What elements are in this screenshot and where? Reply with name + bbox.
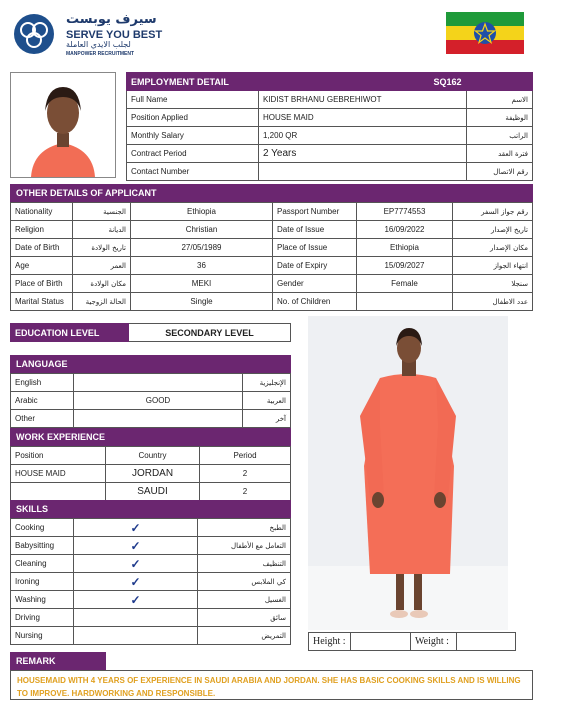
language-label-arabic: الإنجليزية: [243, 374, 291, 392]
table-row: [11, 591, 291, 609]
table-row: [11, 392, 291, 410]
field-value: MEKI: [131, 275, 273, 293]
table-row: [11, 555, 291, 573]
field-label: Marital Status: [11, 293, 73, 311]
applicant-photo-portrait: [10, 72, 116, 178]
field-value: 16/09/2022: [357, 221, 453, 239]
language-level: GOOD: [74, 392, 243, 410]
table-row: [11, 627, 291, 645]
weight-value: [457, 633, 516, 651]
skill-check-cell: [74, 609, 198, 627]
applicant-photo-full-body: [308, 316, 508, 630]
language-label: Arabic: [11, 392, 74, 410]
table-row: [127, 127, 533, 145]
field-label: Full Name: [127, 91, 259, 109]
skill-label-arabic: التعامل مع الأطفال: [198, 537, 291, 555]
checkmark-icon: ✓: [130, 574, 141, 589]
skills-section: [10, 500, 291, 645]
table-row: [11, 275, 533, 293]
field-value: [259, 163, 467, 181]
field-value: 36: [131, 257, 273, 275]
table-row: [127, 163, 533, 181]
field-label: Position Applied: [127, 109, 259, 127]
table-row: [11, 239, 533, 257]
work-experience-title: WORK EXPERIENCE: [10, 428, 291, 446]
skill-label-arabic: سائق: [198, 609, 291, 627]
field-label-arabic: مكان الولادة: [73, 275, 131, 293]
work-country: SAUDI: [106, 483, 200, 501]
field-label: Monthly Salary: [127, 127, 259, 145]
work-period: 2: [200, 483, 291, 501]
skill-label: Babysitting: [11, 537, 74, 555]
language-label-arabic: آخر: [243, 410, 291, 428]
skill-check-cell: [74, 573, 198, 591]
height-value: [351, 633, 411, 651]
work-position: HOUSE MAID: [11, 465, 106, 483]
skill-label-arabic: الغسيل: [198, 591, 291, 609]
education-value: SECONDARY LEVEL: [129, 324, 291, 342]
field-value: [357, 293, 453, 311]
language-section: [10, 355, 291, 428]
education-section: [10, 323, 291, 342]
table-row: [11, 203, 533, 221]
skill-check-cell: [74, 627, 198, 645]
work-position: [11, 483, 106, 501]
language-label: Other: [11, 410, 74, 428]
table-row: [11, 221, 533, 239]
skill-check-cell: [74, 537, 198, 555]
table-row: [127, 91, 533, 109]
table-header-row: [11, 447, 291, 465]
field-label: Contact Number: [127, 163, 259, 181]
field-label-arabic: عدد الاطفال: [453, 293, 533, 311]
table-row: [11, 465, 291, 483]
field-label-arabic: تاريخ الإصدار: [453, 221, 533, 239]
table-row: [11, 374, 291, 392]
field-label: Place of Issue: [273, 239, 357, 257]
other-details-section: [10, 184, 533, 311]
height-label: Height :: [309, 633, 351, 651]
field-label: Place of Birth: [11, 275, 73, 293]
skill-label-arabic: كي الملابس: [198, 573, 291, 591]
checkmark-icon: ✓: [130, 538, 141, 553]
field-label: Nationality: [11, 203, 73, 221]
company-logo: [14, 12, 184, 58]
field-value: KIDIST BRHANU GEBREHIWOT: [259, 91, 467, 109]
language-level: [74, 410, 243, 428]
skill-label-arabic: الطبخ: [198, 519, 291, 537]
table-row: [11, 537, 291, 555]
skills-title: SKILLS: [10, 500, 291, 518]
field-label: Date of Birth: [11, 239, 73, 257]
table-row: [11, 609, 291, 627]
field-label-arabic: الجنسية: [73, 203, 131, 221]
skill-label: Nursing: [11, 627, 74, 645]
field-label: Religion: [11, 221, 73, 239]
field-label-arabic: العمر: [73, 257, 131, 275]
table-row: [11, 483, 291, 501]
weight-label: Weight :: [411, 633, 457, 651]
field-value: 1,200 QR: [259, 127, 467, 145]
field-value: Ethiopia: [131, 203, 273, 221]
ethiopia-flag: [446, 12, 524, 54]
checkmark-icon: ✓: [130, 520, 141, 535]
language-title: LANGUAGE: [10, 355, 291, 373]
skill-label-arabic: التنظيف: [198, 555, 291, 573]
height-weight-row: [308, 632, 516, 650]
logo-english-name: SERVE YOU BEST: [66, 29, 163, 41]
table-row: [11, 410, 291, 428]
other-details-title: OTHER DETAILS OF APPLICANT: [10, 184, 533, 202]
field-label-arabic: الديانة: [73, 221, 131, 239]
flag-emblem-icon: [473, 21, 497, 45]
checkmark-icon: ✓: [130, 556, 141, 571]
field-label-arabic: فترة العقد: [467, 145, 533, 163]
education-title: EDUCATION LEVEL: [11, 324, 129, 342]
work-country: JORDAN: [106, 465, 200, 483]
field-label-arabic: الوظيفة: [467, 109, 533, 127]
logo-arabic-subtitle: لجلب الايدي العاملة: [66, 40, 131, 49]
remark-title: REMARK: [10, 652, 106, 670]
field-value: HOUSE MAID: [259, 109, 467, 127]
logo-emblem: [14, 14, 54, 54]
field-label: Date of Issue: [273, 221, 357, 239]
field-value: Ethiopia: [357, 239, 453, 257]
field-value: Single: [131, 293, 273, 311]
language-level: [74, 374, 243, 392]
field-value: EP7774553: [357, 203, 453, 221]
table-row: [127, 145, 533, 163]
logo-arabic-name: سيرف يوبست: [66, 12, 157, 27]
table-row: [11, 293, 533, 311]
field-label-arabic: الراتب: [467, 127, 533, 145]
skill-label-arabic: التمريض: [198, 627, 291, 645]
skill-check-cell: [74, 519, 198, 537]
column-header: Period: [200, 447, 291, 465]
reference-code: SQ162: [363, 73, 533, 91]
skill-check-cell: [74, 591, 198, 609]
field-label-arabic: رقم الاتصال: [467, 163, 533, 181]
field-label: Gender: [273, 275, 357, 293]
field-value: 27/05/1989: [131, 239, 273, 257]
column-header: Country: [106, 447, 200, 465]
field-label-arabic: الاسم: [467, 91, 533, 109]
field-label-arabic: سنجلا: [453, 275, 533, 293]
table-row: [11, 257, 533, 275]
skill-label: Driving: [11, 609, 74, 627]
language-label: English: [11, 374, 74, 392]
field-label-arabic: الحالة الزوجية: [73, 293, 131, 311]
field-label-arabic: انتهاء الجواز: [453, 257, 533, 275]
employment-detail-title: EMPLOYMENT DETAIL: [127, 73, 363, 91]
field-value: 2 Years: [259, 145, 467, 163]
work-experience-section: [10, 428, 291, 501]
skill-label: Cleaning: [11, 555, 74, 573]
field-label-arabic: تاريخ الولادة: [73, 239, 131, 257]
skill-check-cell: [74, 555, 198, 573]
language-label-arabic: العربية: [243, 392, 291, 410]
field-label-arabic: رقم جواز السفر: [453, 203, 533, 221]
remark-text: HOUSEMAID WITH 4 YEARS OF EXPERIENCE IN SAUDI ARABIA AND JORDAN. SHE HAS BASIC COOKING SKILLS AND IS WILLING TO IMPROVE. HARDWORKING AND RESPONSIBLE.: [10, 670, 533, 700]
work-period: 2: [200, 465, 291, 483]
field-label: Date of Expiry: [273, 257, 357, 275]
employment-detail-section: [126, 72, 533, 181]
table-row: [11, 573, 291, 591]
field-value: Female: [357, 275, 453, 293]
field-label: Age: [11, 257, 73, 275]
table-row: [127, 109, 533, 127]
field-label: Contract Period: [127, 145, 259, 163]
skill-label: Cooking: [11, 519, 74, 537]
column-header: Position: [11, 447, 106, 465]
skill-label: Washing: [11, 591, 74, 609]
skill-label: Ironing: [11, 573, 74, 591]
logo-tagline: MANPOWER RECRUITMENT: [66, 51, 135, 57]
field-label: No. of Children: [273, 293, 357, 311]
field-label: Passport Number: [273, 203, 357, 221]
field-value: Christian: [131, 221, 273, 239]
field-value: 15/09/2027: [357, 257, 453, 275]
checkmark-icon: ✓: [130, 592, 141, 607]
table-row: [11, 519, 291, 537]
field-label-arabic: مكان الإصدار: [453, 239, 533, 257]
